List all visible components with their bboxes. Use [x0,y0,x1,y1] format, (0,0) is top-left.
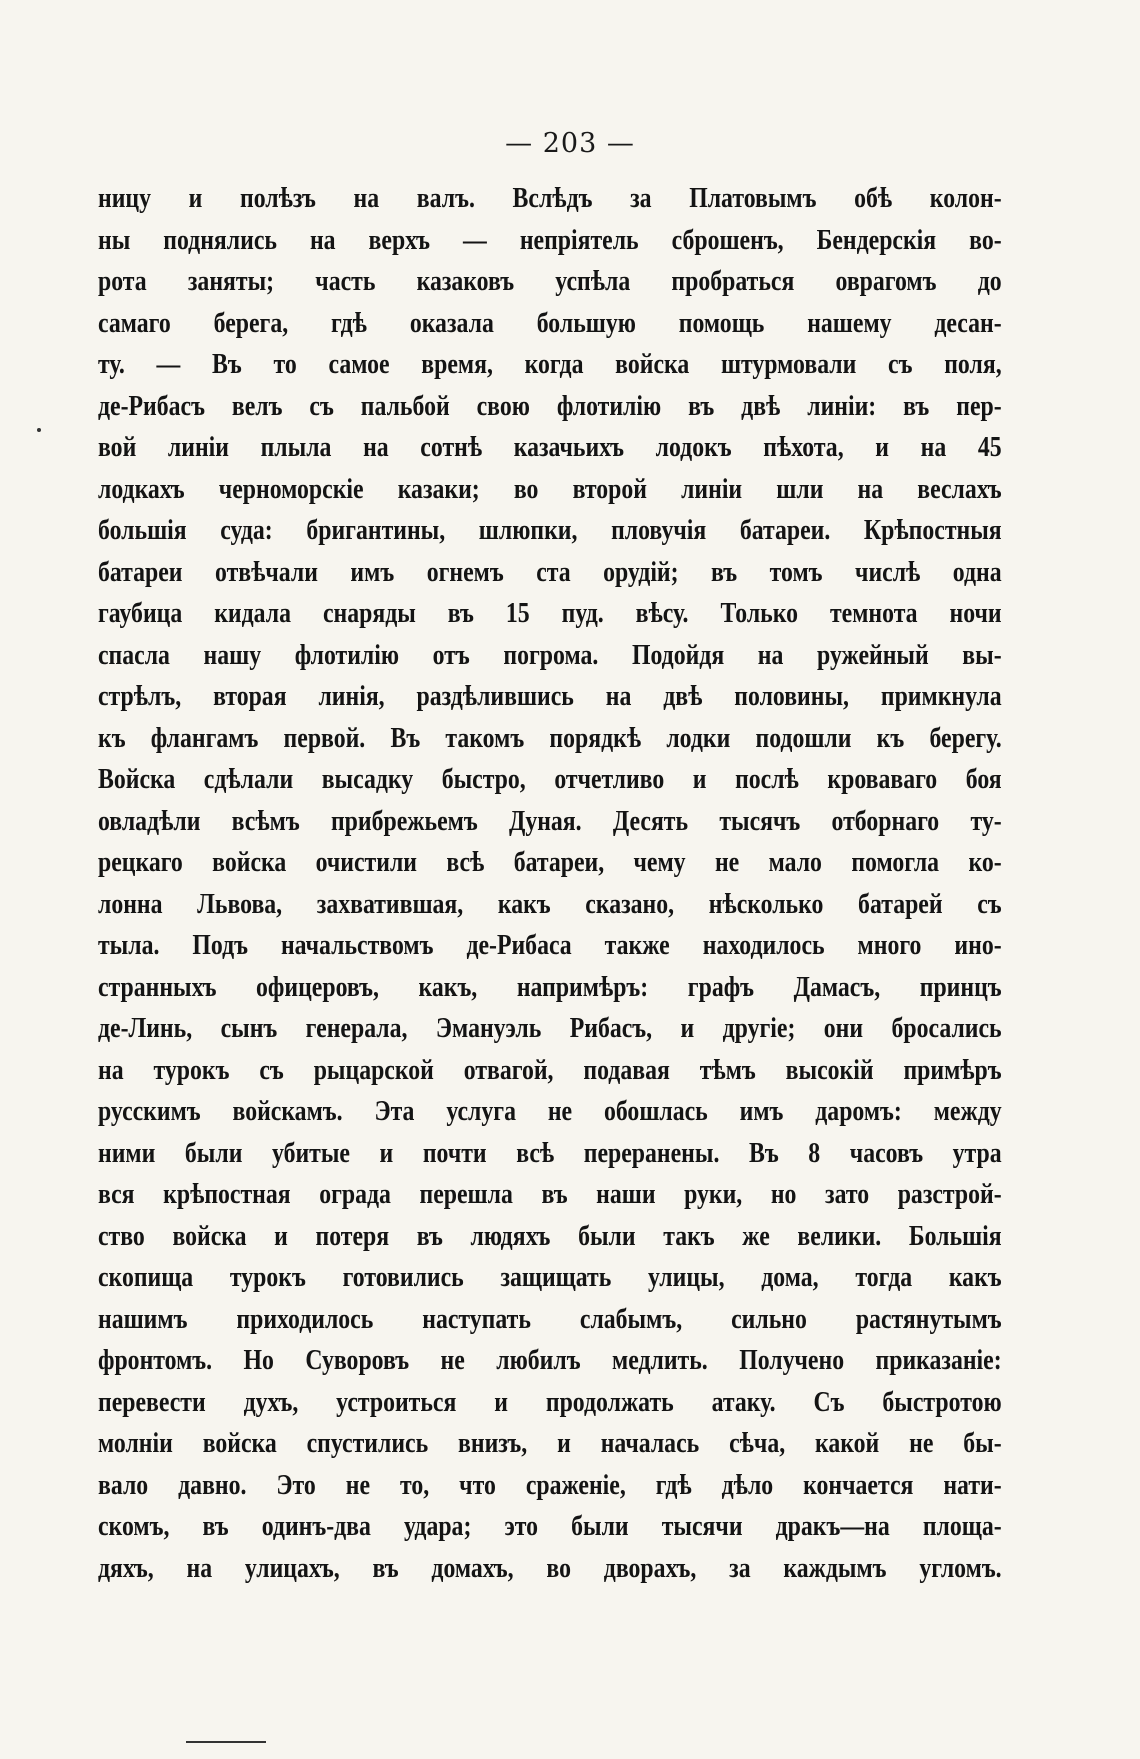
text-line: ними были убитые и почти всѣ переранены. Въ 8 часовъ утра [98,1136,1002,1169]
text-line: ницу и полѣзъ на валъ. Вслѣдъ за Платовымъ обѣ колон- [98,182,1002,214]
text-line: на турокъ съ рыцарской отвагой, подавая тѣмъ высокій примѣръ [98,1053,1002,1086]
body-text [98,178,1002,1589]
text-line: лодкахъ черноморскіе казаки; во второй линіи шли на веслахъ [98,472,1002,505]
page-number: — 203 — [505,128,635,159]
text-line: вой линіи плыла на сотнѣ казачьихъ лодокъ пѣхота, и на 45 [98,431,1002,463]
text-line: де-Линь, сынъ генерала, Эмануэль Рибасъ, и другіе; они бросались [98,1012,1002,1044]
text-line: рота заняты; часть казаковъ успѣла пробраться оврагомъ до [98,265,1002,297]
text-line: русскимъ войскамъ. Эта услуга не обошлась имъ даромъ: между [98,1095,1002,1127]
text-line: скомъ, въ одинъ-два удара; это были тысячи дракъ—на площа- [98,1510,1002,1542]
text-line: самаго берега, гдѣ оказала большую помощь нашему десан- [98,306,1002,339]
text-line: перевести духъ, устроиться и продолжать атаку. Съ быстротою [98,1385,1002,1418]
text-line: къ флангамъ первой. Въ такомъ порядкѣ лодки подошли къ берегу. [98,721,1002,754]
text-line: дяхъ, на улицахъ, въ домахъ, во дворахъ, за каждымъ угломъ. [98,1551,1002,1584]
text-line: де-Рибасъ велъ съ пальбой свою флотилію въ двѣ линіи: въ пер- [98,389,1002,422]
text-line: молніи войска спустились внизъ, и началась сѣча, какой не бы- [98,1427,1002,1459]
footer-rule [186,1741,266,1743]
text-line: тыла. Подъ начальствомъ де-Рибаса также находилось много ино- [98,929,1002,961]
text-line: лонна Львова, захватившая, какъ сказано, нѣсколько батарей съ [98,887,1002,920]
text-line: скопища турокъ готовились защищать улицы, дома, тогда какъ [98,1261,1002,1293]
text-line: Войска сдѣлали высадку быстро, отчетливо и послѣ кроваваго боя [98,763,1002,795]
text-line: странныхъ офицеровъ, какъ, напримѣръ: графъ Дамасъ, принцъ [98,970,1002,1003]
margin-mark [37,428,41,432]
text-line: спасла нашу флотилію отъ погрома. Подойдя на ружейный вы- [98,638,1002,671]
text-line: ту. — Въ то самое время, когда войска штурмовали съ поля, [98,348,1002,380]
text-line: ны поднялись на верхъ — непріятель сброшенъ, Бендерскія во- [98,223,1002,256]
text-line: нашимъ приходилось наступать слабымъ, сильно растянутымъ [98,1302,1002,1335]
text-line: батареи отвѣчали имъ огнемъ ста орудій; въ томъ числѣ одна [98,555,1002,588]
text-line: вся крѣпостная ограда перешла въ наши руки, но зато разстрой- [98,1178,1002,1210]
text-line: овладѣли всѣмъ прибрежьемъ Дуная. Десять тысячъ отборнаго ту- [98,804,1002,837]
text-line: рецкаго войска очистили всѣ батареи, чему не мало помогла ко- [98,846,1002,878]
text-line: стрѣлъ, вторая линія, раздѣлившись на двѣ половины, примкнула [98,680,1002,712]
text-line: ство войска и потеря въ людяхъ были такъ же велики. Большія [98,1219,1002,1252]
text-line: большія суда: бригантины, шлюпки, пловучія батареи. Крѣпостныя [98,514,1002,546]
text-line: гаубица кидала снаряды въ 15 пуд. вѣсу. Только темнота ночи [98,597,1002,629]
text-line: фронтомъ. Но Суворовъ не любилъ медлить. Получено приказаніе: [98,1344,1002,1376]
text-line: вало давно. Это не то, что сраженіе, гдѣ дѣло кончается нати- [98,1468,1002,1501]
